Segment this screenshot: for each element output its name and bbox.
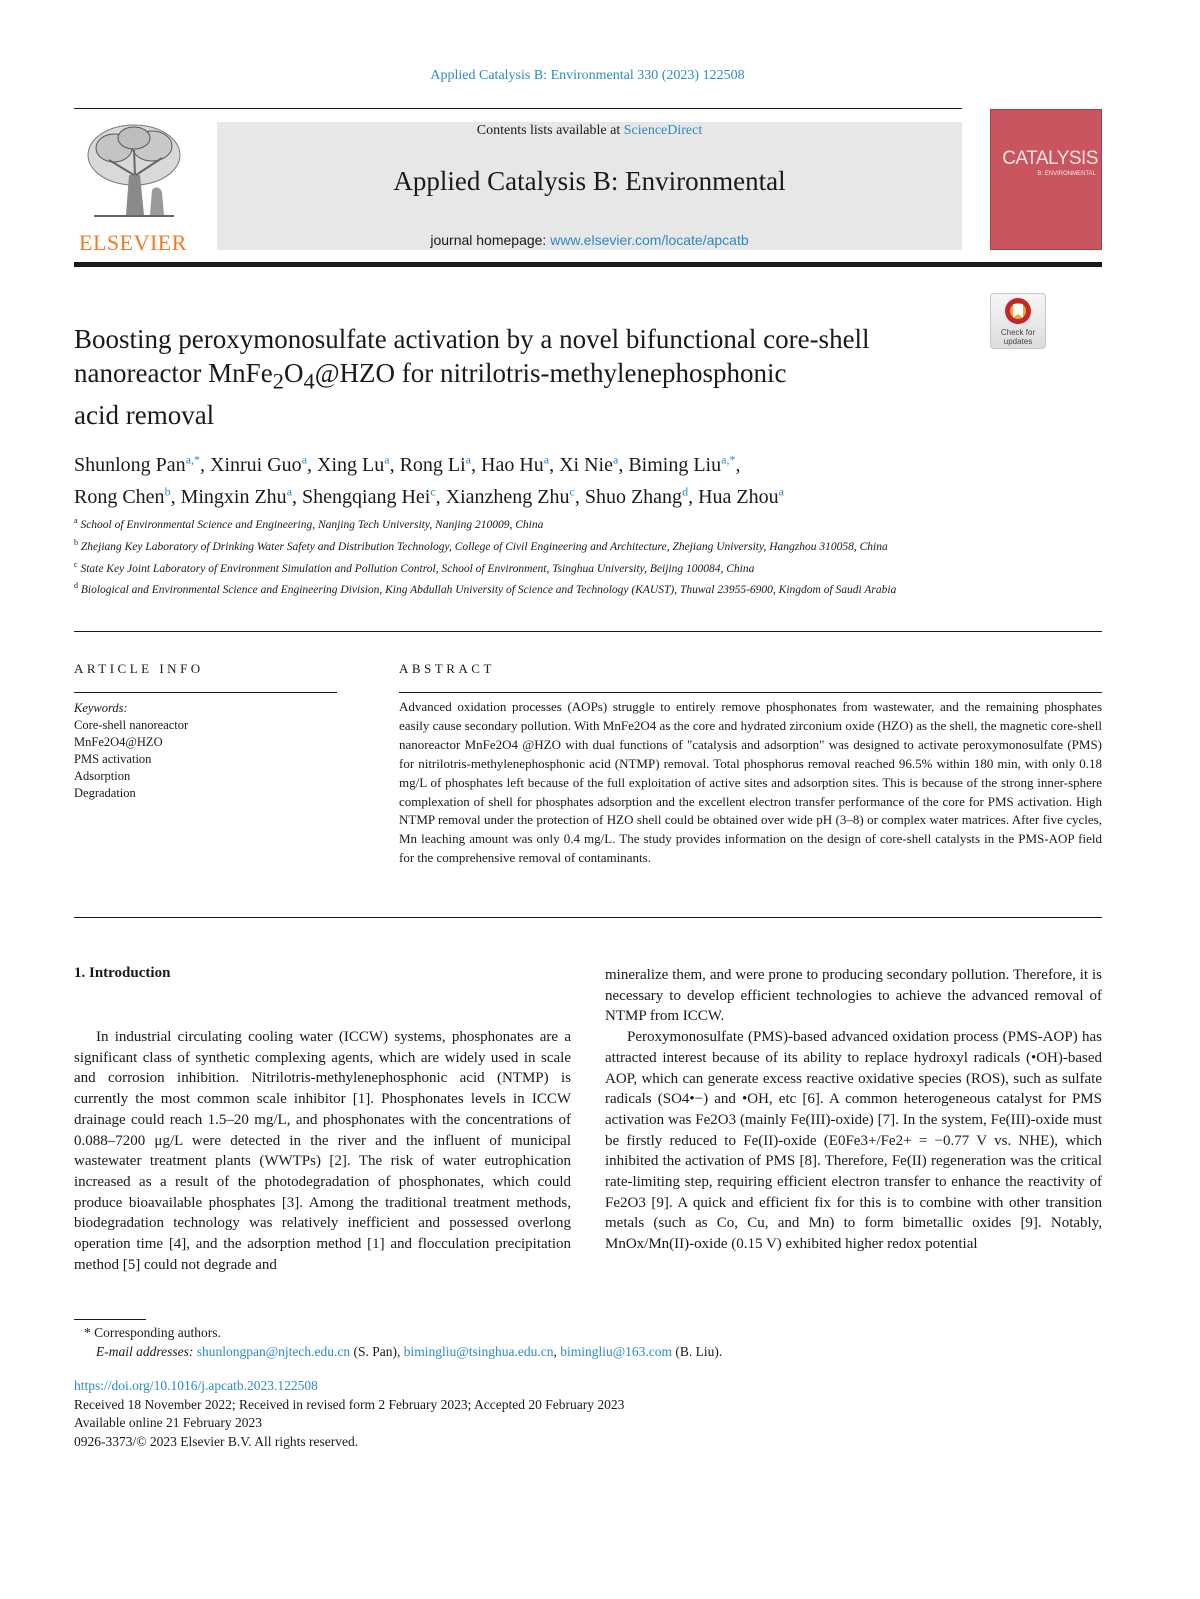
sciencedirect-link[interactable]: ScienceDirect [623,123,703,138]
keyword: PMS activation [74,752,152,766]
paper-title [74,322,964,432]
affiliations [74,512,1104,599]
title-line-3: acid removal [74,400,215,431]
footnote-rule [74,1319,146,1320]
author[interactable]: Biming Liu$^{a,*}$, [628,452,741,476]
section-rule [74,631,1102,632]
author[interactable]: Xinrui Guo$^a$, [210,452,318,476]
doi-link[interactable]: https://doi.org/10.1016/j.apcatb.2023.122508 [74,1378,318,1393]
header-thick-rule [74,262,1102,267]
body-column-right [605,965,1102,1255]
paragraph: Peroxymonosulfate (PMS)-based advanced oxidation process (PMS-AOP) has attracted interest because of its ability to replace hydroxyl radicals (•OH)-based AOP, which can generate excess reactive oxidative species (ROS), such as sulfate radicals (SO4•−) and •OH, etc [6]. A common heterogeneous catalyst for PMS activation was Fe2O3 (mainly Fe(III)-oxide) [7]. In the system, Fe(III)-oxide must be firstly reduced to Fe(II)-oxide (E0Fe3+/Fe2+ = −0.77 V vs. NHE), which inhibited the activation of PMS [8]. Therefore, Fe(II) regeneration was the critical rate-limiting step, requiring efficient electron transfer to enhance the reactivity of Fe2O3 [9]. A quick and efficient fix for this is to combine with other transition metals (such as Co, Cu, and Mn) to form bimetallic oxides [9]. Notably, MnOx/Mn(II)-oxide (0.15 V) exhibited higher redox potential [605,1029,1102,1253]
header-rule [74,108,962,109]
check-updates-icon [991,294,1045,328]
paragraph: mineralize them, and were prone to producing secondary pollution. Therefore, it is necessary to develop efficient technologies to achieve the advanced removal of NTMP from ICCW. [605,967,1102,1025]
copyright: 0926-3373/© 2023 Elsevier B.V. All rights reserved. [74,1433,359,1449]
affiliation: $^b$ Zhejiang Key Laboratory of Drinking Water Safety and Distribution Technology, College of Civil Engineering and Architecture, Zhejiang University, Hangzhou 310058, China [74,537,888,553]
title-part: @HZO for nitrilotris-methylenephosphonic [314,358,787,388]
affiliation: $^d$ Biological and Environmental Science and Engineering Division, King Abdullah University of Science and Technology (KAUST), Thuwal 23955-6900, Kingdom of Saudi Arabia [74,581,897,597]
author[interactable]: Shengqiang Hei$^c$, [302,484,446,509]
title-subscript: 2 [272,368,284,394]
journal-cover-thumbnail[interactable] [990,109,1102,250]
keywords-label: Keywords: [74,701,128,715]
footnotes [74,1323,1104,1361]
corresponding-note: * Corresponding authors. [84,1325,221,1340]
article-info-heading: ARTICLE INFO [74,661,204,676]
homepage-line [217,232,962,248]
cover-title: CATALYSIS [1002,148,1098,169]
author[interactable]: Xing Lu$^a$, [317,452,400,476]
publisher-name[interactable]: ELSEVIER [79,230,187,255]
author[interactable]: Rong Li$^a$, [399,452,482,476]
keyword: Core-shell nanoreactor [74,718,189,732]
keyword: Adsorption [74,769,131,783]
received-dates: Received 18 November 2022; Received in revised form 2 February 2023; Accepted 20 February 2023 [74,1396,625,1412]
check-updates-label: Check for updates [1000,328,1036,346]
keywords-block [74,700,337,802]
author[interactable]: Xianzheng Zhu$^c$, [445,484,585,509]
abstract-heading: ABSTRACT [399,661,495,676]
homepage-link[interactable]: www.elsevier.com/locate/apcatb [550,232,749,248]
email-owner: (B. Liu). [672,1344,723,1359]
email-label: E-mail addresses: [96,1344,194,1359]
author[interactable]: Shuo Zhang$^d$, [584,484,699,509]
abstract-text: Advanced oxidation processes (AOPs) struggle to entirely remove phosphonates from wastewater, and the remaining phosphates easily cause secondary pollution. With MnFe2O4 as the core and hydrated zirconium oxide (HZO) as the shell, the magnetic core-shell nanoreactor MnFe2O4 @HZO with dual functions of "catalysis and adsorption" was designed to activate peroxymonosulfate (PMS) for nitrilotris-methylenephosphonic acid (NTMP) removal. Total phosphorus removal reached 96.5% within 180 min, with only 0.18 mg/L of phosphates left because of the full exploitation of active sites and adsorption sites. This is because of the strong inner-sphere complexation of shell for phosphates adsorption and the excellent electron transfer performance of the core for PMS activation. High NTMP removal under the protection of HZO shell could be obtained over wide pH (3–8) or complex water matrices. After five cycles, Mn leaching amount was only 0.4 mg/L. The study provides information on the design of core-shell catalysts in the PMS-AOP field for the comprehensive removal of contaminants. [399,699,1102,866]
author[interactable]: Mingxin Zhu$^a$, [180,484,303,509]
affiliation: $^a$ School of Environmental Science and Engineering, Nanjing Tech University, Nanjing 210009, China [74,516,544,531]
title-line-2 [74,356,964,398]
email-line: E-mail addresses: shunlongpan@njtech.edu.cn (S. Pan), bimingliu@tsinghua.edu.cn, bimingliu@163.com (B. Liu). [74,1342,1104,1361]
title-line-1: Boosting peroxymonosulfate activation by a novel bifunctional core-shell [74,324,870,354]
email-link[interactable]: bimingliu@tsinghua.edu.cn [403,1344,554,1359]
cover-subtitle: B: ENVIRONMENTAL [1037,171,1096,177]
contents-line [217,123,962,139]
contents-prefix: Contents lists available at [476,123,624,138]
email-owner: (S. Pan), [350,1344,404,1359]
introduction-heading: 1. Introduction [74,965,171,981]
available-online: Available online 21 February 2023 [74,1415,262,1430]
article-frontmatter [74,1377,1104,1451]
author[interactable]: Xi Nie$^a$, [559,452,629,476]
section-rule [74,917,1102,918]
abstract-rule [399,692,1102,693]
keyword: Degradation [74,786,136,800]
journal-reference[interactable]: Applied Catalysis B: Environmental 330 (2023) 122508 [430,68,745,83]
affiliation: $^c$ State Key Joint Laboratory of Environment Simulation and Pollution Control, School of Environment, Tsinghua University, Beijing 100084, China [74,559,755,575]
title-part: O [283,358,304,388]
title-part: nanoreactor MnFe [74,358,273,388]
homepage-prefix: journal homepage: [430,232,551,248]
author[interactable]: Hao Hu$^a$, [481,452,560,476]
author[interactable]: Shunlong Pan$^{a,*}$, [74,452,211,476]
author[interactable]: Rong Chen$^b$, [74,484,181,509]
body-column-left [74,1027,571,1275]
title-subscript: 4 [303,368,315,394]
article-info-rule [74,692,337,693]
journal-title: Applied Catalysis B: Environmental [393,166,786,196]
email-link[interactable]: bimingliu@163.com [560,1344,673,1359]
author[interactable]: Hua Zhou$^a$ [698,484,784,509]
keyword: MnFe2O4@HZO [74,735,163,749]
author-list [74,446,1104,511]
email-link[interactable]: shunlongpan@njtech.edu.cn [196,1344,351,1359]
paragraph: In industrial circulating cooling water (ICCW) systems, phosphonates are a significant class of synthetic complexing agents, which are widely used in scale and corrosion inhibition. Nitrilotris-methylenephosphonic acid (NTMP) is currently the most common scale inhibitor [1]. Phosphonates levels in ICCW drainage could reach 1.5–20 mg/L, and phosphonates with the concentrations of 0.088–7200 μg/L were detected in the river and the influent of municipal wastewater treatment plants (WWTPs) [2]. The risk of water eutrophication increased as a result of the photodegradation of phosphonates, which could produce bioavailable phosphates [3]. Among the traditional treatment methods, biodegradation technology was relatively inefficient and possessed overlong operation time [4], and the adsorption method [1] and flocculation precipitation method [5] could not degrade and [74,1029,571,1273]
